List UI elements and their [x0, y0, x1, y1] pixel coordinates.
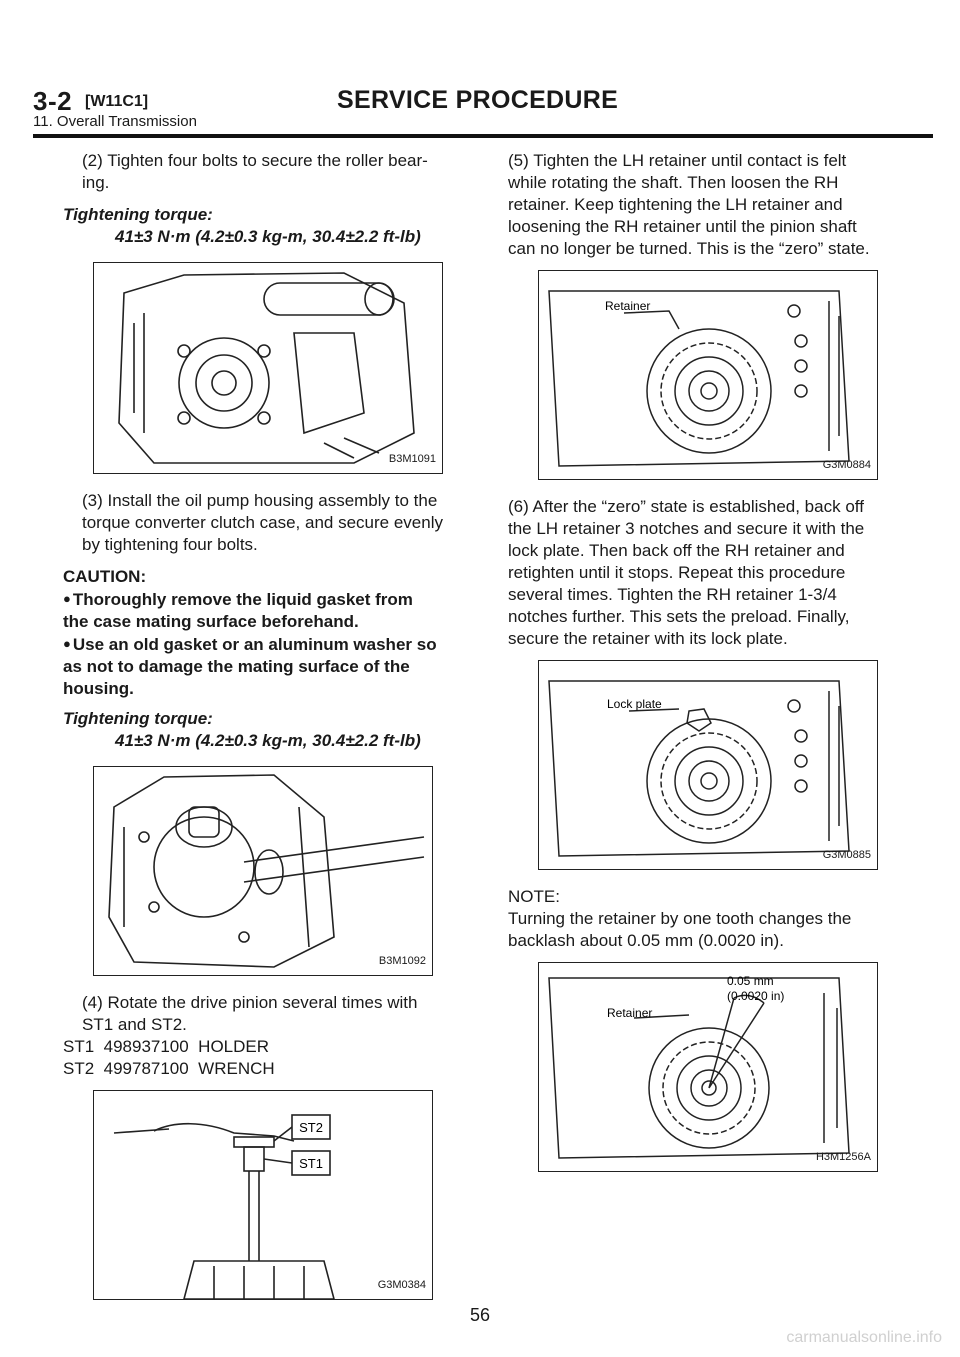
- step-6-text: (6) After the “zero” state is established, back off the LH retainer 3 notches and secure it with the lock plate. Then back off the RH retainer and retighten until it stops. Repeat this procedure several times. Tighten the RH retainer 1-3/4 notches further. This sets the preload. Finally, secure the retainer with its lock plate.: [508, 497, 865, 648]
- note-title: NOTE:: [508, 887, 560, 906]
- figure-lock-plate-drawing: [539, 661, 877, 869]
- figure-code: G3M0884: [822, 459, 871, 471]
- figure-code: G3M0384: [377, 1279, 426, 1291]
- bullet-icon: ●: [63, 636, 71, 651]
- figure-drive-pinion-tools: [93, 1090, 433, 1300]
- left-column: [63, 150, 443, 1316]
- torque-value: 41±3 N·m (4.2±0.3 kg-m, 30.4±2.2 ft-lb): [115, 731, 421, 750]
- caution-title: CAUTION:: [63, 567, 147, 586]
- figure-retainer-drawing: [539, 271, 877, 479]
- step-2-text: (2) Tighten four bolts to secure the roller bear-ing.: [82, 151, 428, 192]
- st2-label: ST2: [299, 1120, 323, 1135]
- page-title: SERVICE PROCEDURE: [337, 86, 619, 114]
- figure-code: B3M1091: [388, 453, 436, 465]
- backlash-mm-label: 0.05 mm: [727, 974, 774, 988]
- bullet-icon: ●: [63, 591, 71, 606]
- watermark: carmanualsonline.info: [786, 1329, 942, 1346]
- figure-oil-pump-bolts-drawing: [94, 263, 442, 473]
- retainer-label: Retainer: [605, 299, 651, 313]
- st1-label: ST1: [299, 1156, 323, 1171]
- torque-label: Tightening torque:: [63, 709, 213, 728]
- note-text: Turning the retainer by one tooth changes the backlash about 0.05 mm (0.0020 in).: [508, 909, 852, 950]
- retainer-label: Retainer: [607, 1006, 653, 1020]
- figure-lock-plate: [538, 660, 878, 870]
- figure-code: H3M1256A: [815, 1151, 871, 1163]
- caution-item-text: Use an old gasket or an aluminum washer so as not to damage the mating surface of the housing.: [63, 635, 437, 698]
- section-code: [W11C1]: [85, 93, 149, 110]
- step-4-text: (4) Rotate the drive pinion several times with ST1 and ST2.: [82, 993, 418, 1034]
- figure-code: B3M1092: [378, 955, 426, 967]
- torque-value: 41±3 N·m (4.2±0.3 kg-m, 30.4±2.2 ft-lb): [115, 227, 421, 246]
- section-number: 3-2: [33, 86, 73, 116]
- tool-line: ST2 499787100 WRENCH: [63, 1059, 275, 1078]
- page-number: 56: [469, 1305, 491, 1325]
- figure-oil-pump-housing-drawing: [94, 767, 432, 975]
- figure-drive-pinion-tools-drawing: [94, 1091, 432, 1299]
- torque-label: Tightening torque:: [63, 205, 213, 224]
- figure-oil-pump-bolts: [93, 262, 443, 474]
- tool-line: ST1 498937100 HOLDER: [63, 1037, 270, 1056]
- caution-item: [63, 588, 443, 633]
- backlash-in-label: (0.0020 in): [727, 989, 785, 1003]
- step-5-text: (5) Tighten the LH retainer until contact is felt while rotating the shaft. Then loosen the RH retainer. Keep tightening the LH retainer and loosening the RH retainer until the pinion shaft can no longer be turned. This is the “zero” state.: [508, 151, 870, 258]
- section-subtitle: 11. Overall Transmission: [33, 113, 197, 130]
- caution-item-text: Thoroughly remove the liquid gasket from the case mating surface beforehand.: [63, 590, 413, 631]
- figure-oil-pump-housing: [93, 766, 433, 976]
- right-column: [508, 150, 888, 1188]
- figure-backlash-drawing: [539, 963, 877, 1171]
- figure-backlash: [538, 962, 878, 1172]
- step-3-text: (3) Install the oil pump housing assembly to the torque converter clutch case, and secure evenly by tightening four bolts.: [82, 491, 443, 554]
- figure-retainer: [538, 270, 878, 480]
- lock-plate-label: Lock plate: [607, 697, 662, 711]
- header-rule: [33, 134, 933, 138]
- figure-code: G3M0885: [822, 849, 871, 861]
- caution-item: [63, 633, 443, 700]
